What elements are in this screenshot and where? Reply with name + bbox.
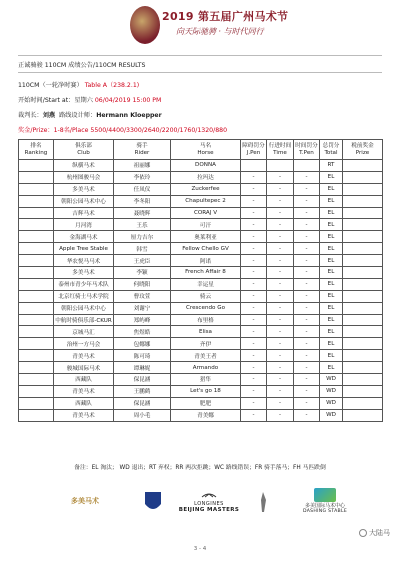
table-cell: 西藏队 — [54, 397, 114, 409]
table-cell: 王鹏鹤 — [114, 385, 171, 397]
table-cell: 青美马术 — [54, 409, 114, 421]
table-cell — [19, 302, 54, 314]
table-cell — [343, 302, 383, 314]
table-cell — [19, 326, 54, 338]
horse-emblem-icon — [130, 6, 160, 44]
table-cell: Let's go 18 — [171, 385, 241, 397]
table-cell — [343, 350, 383, 362]
table-cell: - — [267, 219, 294, 231]
table-cell — [19, 267, 54, 279]
table-cell: 拉玛达 — [171, 171, 241, 183]
table-cell: - — [241, 362, 267, 374]
table-cell: - — [241, 183, 267, 195]
table-cell — [19, 243, 54, 255]
table-row — [19, 338, 383, 350]
legend-note: 备注：EL 淘汰； WD 退出；RT 弃权；RR 两次拒跳；WC 路线错误；FR 骑手落马；FH 马匹跌倒 — [74, 465, 326, 471]
table-cell: - — [294, 314, 320, 326]
table-cell: - — [267, 278, 294, 290]
judges-line — [18, 110, 162, 119]
table-cell: WD — [320, 385, 343, 397]
event-line: 正诚骑骏 110CM 成绩公告/110CM RESULTS — [18, 62, 146, 69]
table-cell: 李颖 — [114, 267, 171, 279]
table-cell: 奥莱利亚 — [171, 231, 241, 243]
table-cell: EL — [320, 183, 343, 195]
header-cn: 总罚分 — [322, 142, 340, 149]
table-cell: 多美马术 — [54, 267, 114, 279]
table-cell — [19, 171, 54, 183]
results-table — [18, 139, 383, 422]
table-cell: 包娜娜 — [114, 338, 171, 350]
table-cell: - — [241, 231, 267, 243]
crest-logo — [143, 490, 163, 514]
table-cell: Fellow Chello GV — [171, 243, 241, 255]
sponsor-logos — [0, 488, 400, 528]
table-row — [19, 302, 383, 314]
table-cell — [343, 409, 383, 421]
table-cell — [267, 160, 294, 172]
table-body — [19, 160, 383, 422]
header-cn: 时间罚分 — [295, 142, 318, 149]
table-cell — [343, 338, 383, 350]
table-cell: 骏城国际马术 — [54, 362, 114, 374]
table-cell: - — [267, 207, 294, 219]
table-row — [19, 207, 383, 219]
table-row — [19, 160, 383, 172]
table-row — [19, 385, 383, 397]
table-row — [19, 195, 383, 207]
table-cell: - — [241, 338, 267, 350]
table-cell: EL — [320, 278, 343, 290]
table-cell: - — [241, 267, 267, 279]
table-cell: 布里格 — [171, 314, 241, 326]
column-header — [267, 140, 294, 160]
table-cell — [19, 255, 54, 267]
column-header — [54, 140, 114, 160]
table-cell: 谭琳妮 — [114, 362, 171, 374]
header-cn: 俱乐部 — [75, 142, 92, 149]
table-cell — [343, 183, 383, 195]
table-cell — [343, 374, 383, 386]
event-banner — [130, 4, 289, 48]
table-header-row — [19, 140, 383, 160]
column-header — [320, 140, 343, 160]
table-cell — [343, 171, 383, 183]
table-cell: - — [294, 207, 320, 219]
header-cn: 税前奖金 — [351, 142, 374, 149]
table-cell: Elisa — [171, 326, 241, 338]
dashing-cn-text: 多美国际马术中心 — [304, 503, 345, 509]
table-cell: EL — [320, 219, 343, 231]
table-cell — [19, 183, 54, 195]
table-cell: EL — [320, 195, 343, 207]
table-cell: 可汗 — [171, 219, 241, 231]
table-cell: 纵横马术 — [54, 160, 114, 172]
watermark-icon — [359, 529, 367, 537]
beijing-masters-text: BEIJING MASTERS — [178, 507, 240, 513]
banner-title: 2019 第五届广州马术节 — [162, 10, 289, 23]
table-cell: - — [294, 338, 320, 350]
table-cell: 多美马术 — [54, 183, 114, 195]
table-cell: - — [241, 326, 267, 338]
table-cell — [294, 160, 320, 172]
longines-logo — [178, 492, 240, 513]
dashing-stable-icon — [314, 488, 336, 502]
table-cell: EL — [320, 350, 343, 362]
table-cell: - — [241, 171, 267, 183]
table-cell — [343, 385, 383, 397]
table-cell — [19, 207, 54, 219]
table-cell: 阿诺 — [171, 255, 241, 267]
table-row — [19, 326, 383, 338]
table-cell: 泰州市青少年马术队 — [54, 278, 114, 290]
table-cell: RT — [320, 160, 343, 172]
table-cell — [343, 195, 383, 207]
table-cell: - — [267, 243, 294, 255]
table-cell: - — [241, 195, 267, 207]
table-cell: EL — [320, 338, 343, 350]
table-cell: - — [267, 397, 294, 409]
table-cell: - — [241, 385, 267, 397]
table-cell: - — [241, 302, 267, 314]
table-row — [19, 243, 383, 255]
table-cell: 李冬阳 — [114, 195, 171, 207]
table-cell — [19, 397, 54, 409]
table-cell — [343, 255, 383, 267]
table-row — [19, 267, 383, 279]
table-cell — [19, 362, 54, 374]
table-cell: - — [294, 409, 320, 421]
table-cell: EL — [320, 302, 343, 314]
table-cell: Armando — [171, 362, 241, 374]
header-divider — [18, 55, 382, 56]
header-en: T.Pen — [299, 149, 314, 156]
table-cell — [343, 397, 383, 409]
table-row — [19, 314, 383, 326]
table-cell: 朝阳公园马术中心 — [54, 302, 114, 314]
table-cell — [19, 160, 54, 172]
table-cell: - — [294, 350, 320, 362]
table-cell: - — [241, 243, 267, 255]
table-cell: WD — [320, 374, 343, 386]
table-row — [19, 350, 383, 362]
table-cell: 杭州图骏马会 — [54, 171, 114, 183]
table-cell: 聂晓辉 — [114, 207, 171, 219]
table-cell: - — [267, 409, 294, 421]
table-cell: 保昆涵 — [114, 374, 171, 386]
table-cell: EL — [320, 314, 343, 326]
table-cell: 青美娜 — [171, 409, 241, 421]
table-cell: - — [241, 374, 267, 386]
table-cell: 青美王者 — [171, 350, 241, 362]
table-cell — [343, 231, 383, 243]
header-en: Time — [273, 149, 287, 156]
header-en: Club — [77, 149, 90, 156]
table-cell: - — [241, 397, 267, 409]
table-cell — [19, 338, 54, 350]
table-cell: - — [294, 171, 320, 183]
table-cell: - — [241, 255, 267, 267]
table-cell: - — [267, 350, 294, 362]
table-cell: 猎隼 — [171, 374, 241, 386]
table-cell — [19, 290, 54, 302]
table-cell: EL — [320, 326, 343, 338]
designer-label: 路线设计师： — [59, 112, 97, 119]
table-cell: - — [241, 409, 267, 421]
column-header — [171, 140, 241, 160]
table-cell: EL — [320, 267, 343, 279]
table-cell: 吉辉马术 — [54, 207, 114, 219]
table-cell: 中航时骑俱乐部-CKUR — [54, 314, 114, 326]
table-cell — [19, 350, 54, 362]
table-cell: - — [267, 385, 294, 397]
class-line — [18, 80, 139, 89]
table-cell: - — [241, 350, 267, 362]
table-cell: EL — [320, 255, 343, 267]
column-header — [241, 140, 267, 160]
table-cell: EL — [320, 243, 343, 255]
prize-line: 奖金/Prize：1-8名/Place 5500/4400/3300/2640/2200/1760/1320/880 — [18, 127, 228, 134]
table-cell: - — [294, 302, 320, 314]
table-cell: 齐伊 — [171, 338, 241, 350]
table-cell: 北京红骑士马术学院 — [54, 290, 114, 302]
table-cell: - — [294, 267, 320, 279]
table-cell: - — [294, 362, 320, 374]
table-cell: 西藏队 — [54, 374, 114, 386]
banner-subtitle: 向天际驰骋 · 与时代同行 — [176, 27, 264, 36]
table-cell: - — [294, 397, 320, 409]
table-cell — [19, 219, 54, 231]
table-cell: 厘力吉尔 — [114, 231, 171, 243]
table-cell: 李依玲 — [114, 171, 171, 183]
table-cell: 肥肥 — [171, 397, 241, 409]
column-header — [114, 140, 171, 160]
table-cell: French Affair 8 — [171, 267, 241, 279]
table-row — [19, 397, 383, 409]
table-cell: DONNA — [171, 160, 241, 172]
table-cell: - — [267, 255, 294, 267]
table-cell: 朝阳公园马术中心 — [54, 195, 114, 207]
table-cell: - — [294, 278, 320, 290]
table-row — [19, 374, 383, 386]
table-cell: - — [267, 374, 294, 386]
table-cell: 王虎臣 — [114, 255, 171, 267]
table-cell: 青美马术 — [54, 385, 114, 397]
header-en: Rider — [134, 149, 150, 156]
table-cell: - — [294, 195, 320, 207]
page-number: 3 - 4 — [193, 546, 207, 552]
table-cell: - — [294, 183, 320, 195]
table-cell — [241, 160, 267, 172]
table-cell: 任凤仪 — [114, 183, 171, 195]
table-cell: - — [241, 219, 267, 231]
table-cell: 韩雪 — [114, 243, 171, 255]
class-table: Table A（238.2.1) — [84, 82, 140, 89]
start-line — [18, 95, 161, 104]
header-en: Horse — [197, 149, 214, 156]
table-cell: 何晓阳 — [114, 278, 171, 290]
table-cell — [19, 278, 54, 290]
table-row — [19, 255, 383, 267]
table-cell: - — [294, 243, 320, 255]
table-cell: EL — [320, 207, 343, 219]
column-header — [19, 140, 54, 160]
table-cell: 月河湾 — [54, 219, 114, 231]
header-cn: 行进时间 — [268, 142, 292, 149]
table-cell — [343, 219, 383, 231]
table-cell: - — [241, 314, 267, 326]
column-header — [294, 140, 320, 160]
table-cell — [19, 314, 54, 326]
header-en: Total — [324, 149, 338, 156]
table-cell: Chapultepec 2 — [171, 195, 241, 207]
judge-name: 刘燕 — [42, 112, 56, 119]
start-label: 开始时间/Start at：星期六 — [18, 97, 93, 104]
table-cell: CORAJ V — [171, 207, 241, 219]
header-cn: 障碍罚分 — [242, 142, 265, 149]
table-cell: 祖丽娜 — [114, 160, 171, 172]
table-cell: - — [294, 219, 320, 231]
table-cell: WD — [320, 409, 343, 421]
table-cell: EL — [320, 362, 343, 374]
table-row — [19, 171, 383, 183]
table-cell — [19, 385, 54, 397]
table-cell: 郑屿峰 — [114, 314, 171, 326]
dashing-stable-logo — [290, 488, 360, 514]
duomei-logo — [55, 496, 115, 506]
table-cell: 治州一方马会 — [54, 338, 114, 350]
start-time: 06/04/2019 15:00 PM — [94, 97, 162, 104]
table-cell: 王乐 — [114, 219, 171, 231]
table-row — [19, 290, 383, 302]
table-cell: 曹玟萱 — [114, 290, 171, 302]
table-cell: - — [294, 255, 320, 267]
watermark-text: 大陆马 — [369, 529, 390, 537]
table-cell — [343, 160, 383, 172]
table-cell: - — [267, 314, 294, 326]
table-cell — [343, 207, 383, 219]
judge-label: 裁判长： — [18, 112, 43, 119]
table-cell: - — [241, 207, 267, 219]
table-cell: 焦煜皓 — [114, 326, 171, 338]
table-cell: - — [294, 231, 320, 243]
table-cell: - — [294, 326, 320, 338]
table-cell: Crescendo Go — [171, 302, 241, 314]
table-cell: 华农悦马马术 — [54, 255, 114, 267]
horse-figure-logo — [258, 490, 268, 514]
class-name: 110CM（一轮净时赛） — [18, 82, 83, 89]
table-cell: - — [294, 385, 320, 397]
table-cell: - — [267, 362, 294, 374]
table-cell: - — [267, 338, 294, 350]
header-en: Prize — [355, 149, 370, 156]
table-cell: EL — [320, 231, 343, 243]
watermark — [359, 528, 390, 538]
table-cell: EL — [320, 171, 343, 183]
table-cell: - — [241, 290, 267, 302]
table-cell — [343, 290, 383, 302]
table-cell: - — [267, 231, 294, 243]
header-en: J.Pen — [246, 149, 261, 156]
header-cn: 马名 — [199, 142, 212, 149]
table-cell: Apple Tree Stable — [54, 243, 114, 255]
header-cn: 骑手 — [136, 142, 148, 149]
table-row — [19, 183, 383, 195]
table-cell: - — [267, 302, 294, 314]
table-cell: - — [267, 326, 294, 338]
table-cell: - — [267, 195, 294, 207]
table-row — [19, 362, 383, 374]
table-row — [19, 219, 383, 231]
table-cell: - — [267, 183, 294, 195]
table-cell — [19, 374, 54, 386]
longines-text: LONGINES — [194, 501, 224, 507]
table-cell: 京城马汇 — [54, 326, 114, 338]
table-cell: 刘谢宁 — [114, 302, 171, 314]
table-cell: - — [267, 171, 294, 183]
designer-name: Hermann Kloepper — [96, 112, 162, 119]
table-cell: EL — [320, 290, 343, 302]
column-header — [343, 140, 383, 160]
header-en: Ranking — [24, 149, 48, 156]
table-cell: 周小毛 — [114, 409, 171, 421]
event-divider — [18, 72, 382, 73]
table-cell: - — [294, 290, 320, 302]
table-cell — [19, 409, 54, 421]
header-cn: 排名 — [30, 142, 42, 149]
table-cell — [19, 231, 54, 243]
table-cell: Zuckerfee — [171, 183, 241, 195]
dashing-en-text: DASHING STABLE — [302, 509, 348, 514]
table-cell: - — [267, 290, 294, 302]
table-cell: 保昆涵 — [114, 397, 171, 409]
table-cell — [343, 278, 383, 290]
table-cell: - — [267, 267, 294, 279]
table-cell: 陈可琦 — [114, 350, 171, 362]
table-cell: 金海湖马术 — [54, 231, 114, 243]
table-cell — [343, 314, 383, 326]
table-cell — [19, 195, 54, 207]
duomei-logo-text: 多美马术 — [71, 497, 99, 505]
table-cell — [343, 362, 383, 374]
table-row — [19, 278, 383, 290]
table-row — [19, 409, 383, 421]
table-cell: 青美马术 — [54, 350, 114, 362]
table-cell: 骑云 — [171, 290, 241, 302]
table-cell — [343, 326, 383, 338]
table-row — [19, 231, 383, 243]
table-cell: 幸运星 — [171, 278, 241, 290]
table-cell — [343, 243, 383, 255]
table-cell: WD — [320, 397, 343, 409]
table-cell: - — [241, 278, 267, 290]
table-cell: - — [294, 374, 320, 386]
table-cell — [343, 267, 383, 279]
